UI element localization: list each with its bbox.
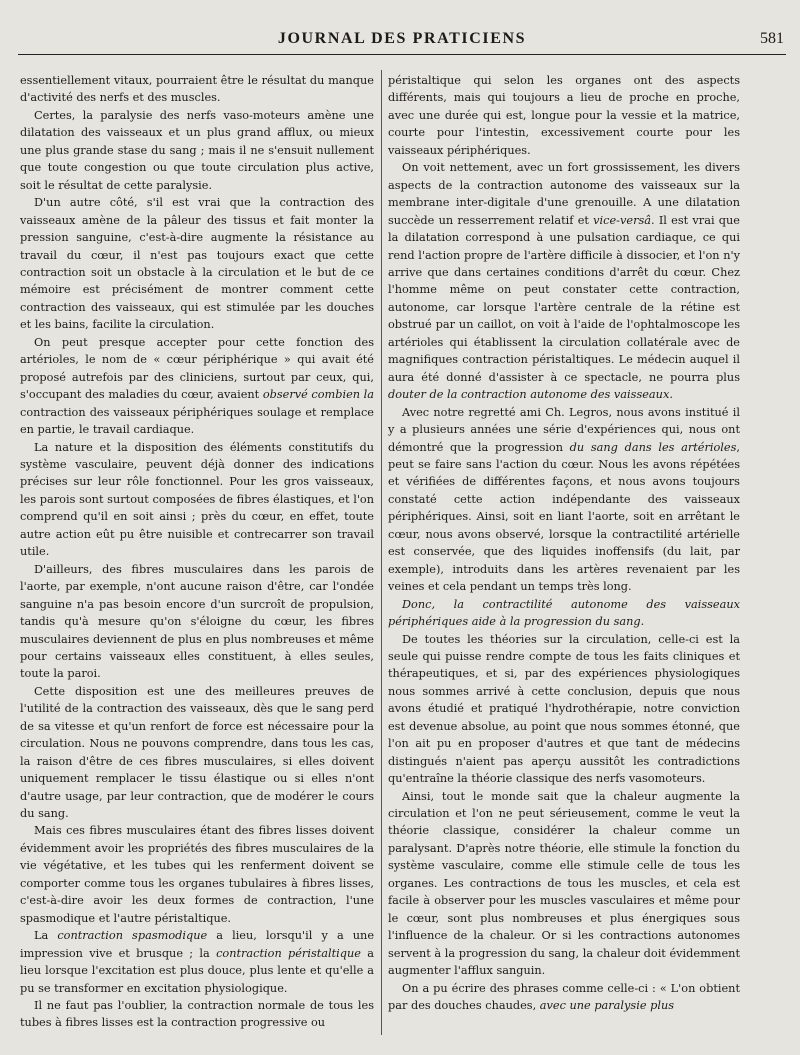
paragraph [20,927,374,997]
paragraph [388,404,740,596]
text-run: Ainsi, tout le monde sait que la chaleur augmente la circulation et l'on ne peut sérieusement, comme le veut la théorie classique, considérer la chaleur comme un paralysant. D'après notre théorie, elle stimule la fonction du système vasculaire, comme elle stimule celle de tous les organes. Les contractions de tous les muscles, et cela est facile à observer pour les muscles vasculaires et même pour le cœur, sont plus nombreuses et plus énergiques sous l'influence de la chaleur. Or si les contractions autonomes servent à la progression du sang, la chaleur doit évidemment augmenter l'afflux sanguin. [388,789,740,978]
text-run: On peut presque accepter pour cette fonction des artérioles, le nom de « cœur périphérique » qui avait été proposé autrefois par des cliniciens, surtout par ceux, qui, s'occupant des maladies du cœur, avaient [20,335,374,402]
italic-text: observé combien la [262,388,374,402]
text-run: De toutes les théories sur la circulation, celle-ci est la seule qui puisse rendre compte de tous les faits cliniques et thérapeutiques, et si, par des expériences physiologiques nous sommes arrivé à cette conclusion, depuis que nous avons étudié et pratiqué l'hydrothérapie, notre conviction est devenue absolue, au point que nous sommes étonné, que l'on ait pu en proposer d'autres et que tant de médecins distingués n'aient pas aperçu aussitôt les contradictions qu'entraîne la théorie classique des nerfs vasomoteurs. [388,632,740,786]
paragraph [20,439,374,561]
italic-text: contraction péristaltique [216,946,361,960]
text-run: contraction des vaisseaux périphériques soulage et remplace en partie, le travail cardiaque. [20,405,374,437]
text-run: D'ailleurs, des fibres musculaires dans les parois de l'aorte, par exemple, n'ont aucune raison d'être, car l'ondée sanguine n'a pas besoin encore d'un surcroît de propulsion, tandis qu'à mesure qu'on s'éloigne du cœur, les fibres musculaires deviennent de plus en plus nombreuses et même pour certains vaisseaux elles constituent, à elles seules, toute la paroi. [20,562,374,681]
paragraph [388,72,740,159]
italic-text: Donc, la contractilité autonome des vaisseaux périphériques aide à la progression du sang. [388,597,740,629]
paragraph [20,72,374,107]
text-run: a lieu, lorsqu'il y a une impression vive et brusque ; la [20,929,375,960]
text-run: Cette disposition est une des meilleures preuves de l'utilité de la contraction des vaisseaux, dès que le sang perd de sa vitesse et qu'un renfort de force est nécessaire pour la circulation. Nous ne pouvons comprendre, dans tous les cas, la raison d'être de ces fibres musculaires, si elles doivent uniquement remplacer le tissu élastique ou si elles n'ont d'autre usage, par leur contraction, que de modérer le cours du sang. [20,684,374,821]
text-run: Certes, la paralysie des nerfs vaso-moteurs amène une dilatation des vaisseaux et un plus grand afflux, ou mieux une plus grande stase du sang ; mais il ne s'ensuit nullement que toute congestion ou que toute circulation plus active, soit le résultat de cette paralysie. [20,108,374,192]
text-run: , peut se faire sans l'action du cœur. Nous les avons répétées et vérifiées de différentes façons, et nous avons toujours constaté cette action indépendante des vaisseaux périphériques. Ainsi, soit en liant l'aorte, soit en arrêtant le cœur, nous avons observé, lorsque la contractilité artérielle est conservée, que des liquides inoffensifs (du lait, par exemple), introduits dans les artères revenaient par les veines et cela pendant un temps très long. [388,440,740,594]
paragraph [388,788,740,980]
paragraph [388,631,740,788]
running-head [18,28,786,55]
text-run: essentiellement vitaux, pourraient être le résultat du manque d'activité des nerfs et des muscles. [20,74,374,105]
paragraph [388,980,740,1015]
page-number: 581 [760,30,784,47]
text-run: péristaltique qui selon les organes ont des aspects différents, mais qui toujours a lieu de proche en proche, avec une durée qui est, longue pour la vessie et la matrice, courte pour l'intestin, excessivement courte pour les vaisseaux périphériques. [388,74,740,157]
text-run: On a pu écrire des phrases comme celle-ci : « L'on obtient par des douches chaudes, [388,981,740,1013]
text-run: Avec notre regretté ami Ch. Legros, nous avons institué il y a plusieurs années une série d'expériences qui, nous ont démontré que la progression [388,405,740,454]
text-run: Il ne faut pas l'oublier, la contraction normale de tous les tubes à fibres lisses est la contraction progressive ou [20,999,374,1030]
column-divider [381,70,382,1035]
italic-text: douter de la contraction autonome des vaisseaux. [388,388,673,402]
text-run: Mais ces fibres musculaires étant des fibres lisses doivent évidemment avoir les propriétés des fibres musculaires de la vie végétative, et les tubes qui les renferment doivent se comporter comme tous les organes tubulaires à fibres lisses, c'est-à-dire avoir les deux formes de contraction, l'une spasmodique et l'autre péristaltique. [20,824,374,925]
paragraph [20,334,374,439]
right-column [388,72,740,1014]
paragraph [20,822,374,927]
italic-text: vice-versâ [593,213,651,227]
text-run: a lieu lorsque l'excitation est plus douce, plus lente et qu'elle a pu se transformer en excitation physiologique. [20,946,375,995]
paragraph [20,561,374,683]
left-column [20,72,374,1032]
text-run: La nature et la disposition des éléments constitutifs du système vasculaire, peuvent déjà donner des indications précises sur leur rôle fonctionnel. Pour les gros vaisseaux, les parois sont surtout composées de fibres élastiques, et l'on comprend qu'il en soit ainsi ; près du cœur, en effet, toute autre action eût pu être nuisible et contrecarrer son travail utile. [20,440,374,559]
text-run: . Il est vrai que la dilatation correspond à une pulsation cardiaque, ce qui rend l'action propre de l'artère difficile à dissocier, et l'on n'y arrive que dans certaines conditions d'arrêt du cœur. Chez l'homme même on peut constater cette contraction, autonome, car lorsque l'artère centrale de la rétine est obstrué par un caillot, on voit à l'aide de l'ophtalmoscope les artérioles qui établissent la circulation collatérale avec de magnifiques contraction péristaltiques. Le médecin auquel il aura été donné d'assister à ce spectacle, ne pourra plus [388,213,740,384]
text-run: D'un autre côté, s'il est vrai que la contraction des vaisseaux amène de la pâleur des tissus et fait monter la pression sanguine, c'est-à-dire augmente la résistance au travail du cœur, il n'est pas toujours exact que cette contraction soit un obstacle à la circulation et le but de ce mémoire est précisément de montrer comment cette contraction des vaisseaux, qui est stimulée par les douches et les bains, facilite la circulation. [20,196,374,332]
paragraph [20,997,374,1032]
italic-text: contraction spasmodique [57,929,208,943]
paragraph [20,683,374,823]
italic-text: avec une paralysie plus [539,999,675,1013]
journal-title: JOURNAL DES PRATICIENS [277,30,527,47]
text-run: La [34,929,58,943]
text-run: On voit nettement, avec un fort grossissement, les divers aspects de la contraction autonome des vaisseaux sur la membrane inter-digitale d'une grenouille. A une dilatation succède un resserrement relatif et [388,161,740,227]
paragraph [388,596,740,631]
paragraph [20,194,374,334]
italic-text: du sang dans les artérioles [569,440,737,454]
paragraph [388,159,740,403]
paragraph [20,107,374,194]
